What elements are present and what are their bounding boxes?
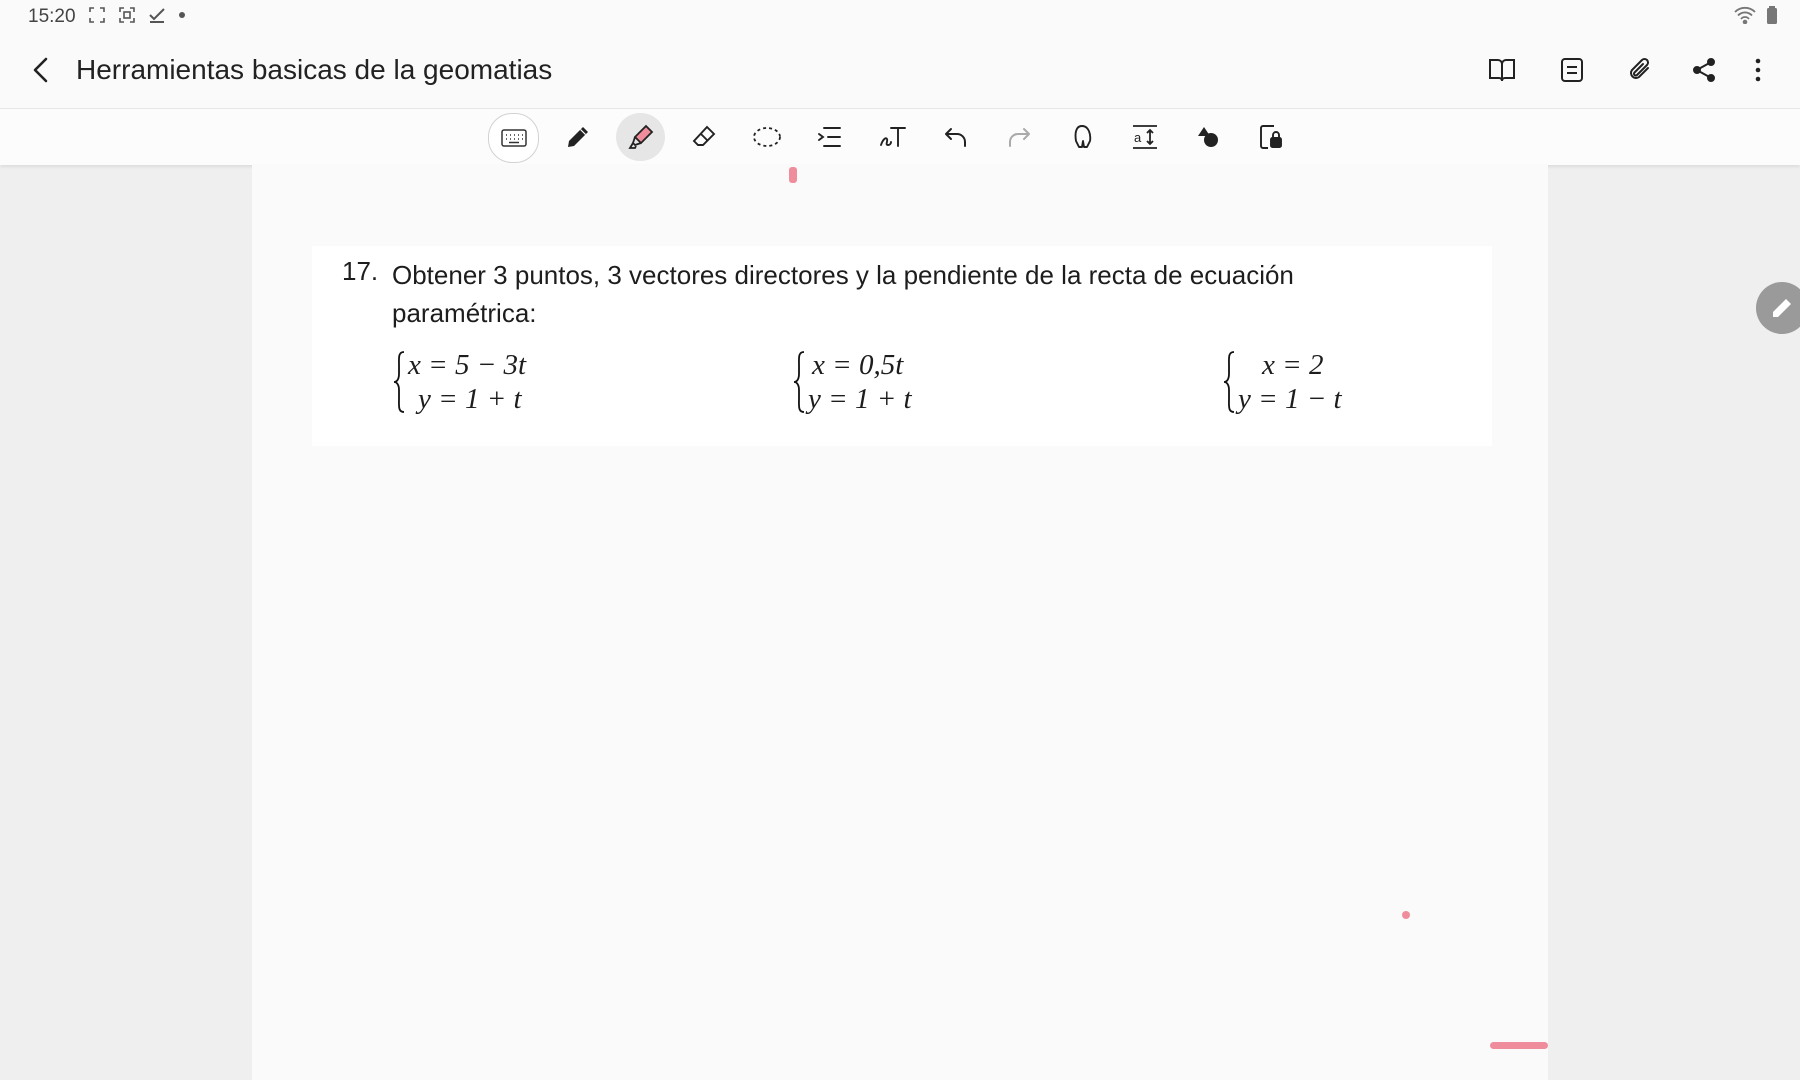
wifi-icon [1734,6,1756,24]
problem-block [312,246,1492,446]
book-view-button[interactable] [1480,50,1524,90]
highlighter-mark [789,167,797,183]
keyboard-button[interactable] [488,113,539,163]
redo-icon [1006,125,1032,149]
shapes-icon [1195,125,1221,149]
equation-x: x = 2 [1262,349,1324,381]
drawing-toolbar [0,108,1800,165]
shapes-tool[interactable] [1183,113,1232,161]
app-header [0,34,1800,108]
note-title: Herramientas basicas de la geomatias [76,54,553,85]
screenshot-icon [88,6,106,24]
tool-group [488,113,1295,163]
eraser-icon [691,124,717,150]
text-box-tool[interactable] [1120,113,1169,161]
check-icon [148,6,166,24]
note-page[interactable] [252,164,1548,1080]
highlighter-dot [1402,911,1410,919]
header-actions [1480,50,1800,90]
equation-y: y = 1 + t [418,383,522,415]
undo-icon [943,125,969,149]
text-align-icon [817,125,843,149]
edit-icon [1770,296,1794,320]
equation-x: x = 5 − 3t [408,349,527,381]
share-button[interactable] [1682,50,1726,90]
text-align-tool[interactable] [805,113,854,161]
eraser-tool[interactable] [679,113,728,161]
text-box-icon [1131,124,1159,150]
equation-y: y = 1 − t [1238,383,1342,415]
redo-button[interactable] [994,113,1043,161]
attach-button[interactable] [1618,50,1662,90]
highlighter-icon [627,123,655,151]
problem-statement: Obtener 3 puntos, 3 vectores directores y la pendiente de la recta de ecuación paramétrica: [392,260,1294,328]
share-icon [1691,57,1717,83]
book-icon [1488,57,1516,83]
pen-tool[interactable] [553,113,602,161]
lasso-icon [752,125,782,149]
status-time: 15:20 [28,6,76,27]
screen-record-icon [118,6,136,24]
equation-system-2 [792,346,912,418]
attach-icon [1626,56,1654,84]
equation-y: y = 1 + t [808,383,912,415]
shape-tool[interactable] [1057,113,1106,161]
keyboard-icon [501,129,527,147]
back-icon [26,54,58,86]
status-icons [88,6,186,24]
read-only-icon [1258,123,1284,151]
highlighter-stroke [1490,1042,1548,1049]
page-list-button[interactable] [1550,50,1594,90]
svg-text:a: a [1133,130,1141,145]
pen-icon [565,124,591,150]
left-brace [1222,350,1236,414]
more-icon [1755,58,1761,82]
read-only-button[interactable] [1246,113,1295,161]
battery-icon [1766,6,1778,24]
lasso-tool[interactable] [742,113,791,161]
handwriting-text-icon [879,125,907,149]
equation-system-1 [392,346,526,418]
edit-button[interactable] [1756,282,1800,334]
equation-x: x = 0,5t [812,349,904,381]
status-bar [0,0,1800,34]
handwriting-text-tool[interactable] [868,113,917,161]
status-right [1734,6,1778,24]
left-brace [792,350,806,414]
more-options-button[interactable] [1736,50,1780,90]
left-brace [392,350,406,414]
dot-icon [178,11,186,19]
equation-system-3 [1222,346,1342,418]
highlighter-tool[interactable] [616,113,665,161]
undo-button[interactable] [931,113,980,161]
shape-icon [1070,124,1094,150]
back-button[interactable] [26,54,58,86]
page-list-icon [1560,57,1584,83]
problem-number: 17. [342,256,379,286]
